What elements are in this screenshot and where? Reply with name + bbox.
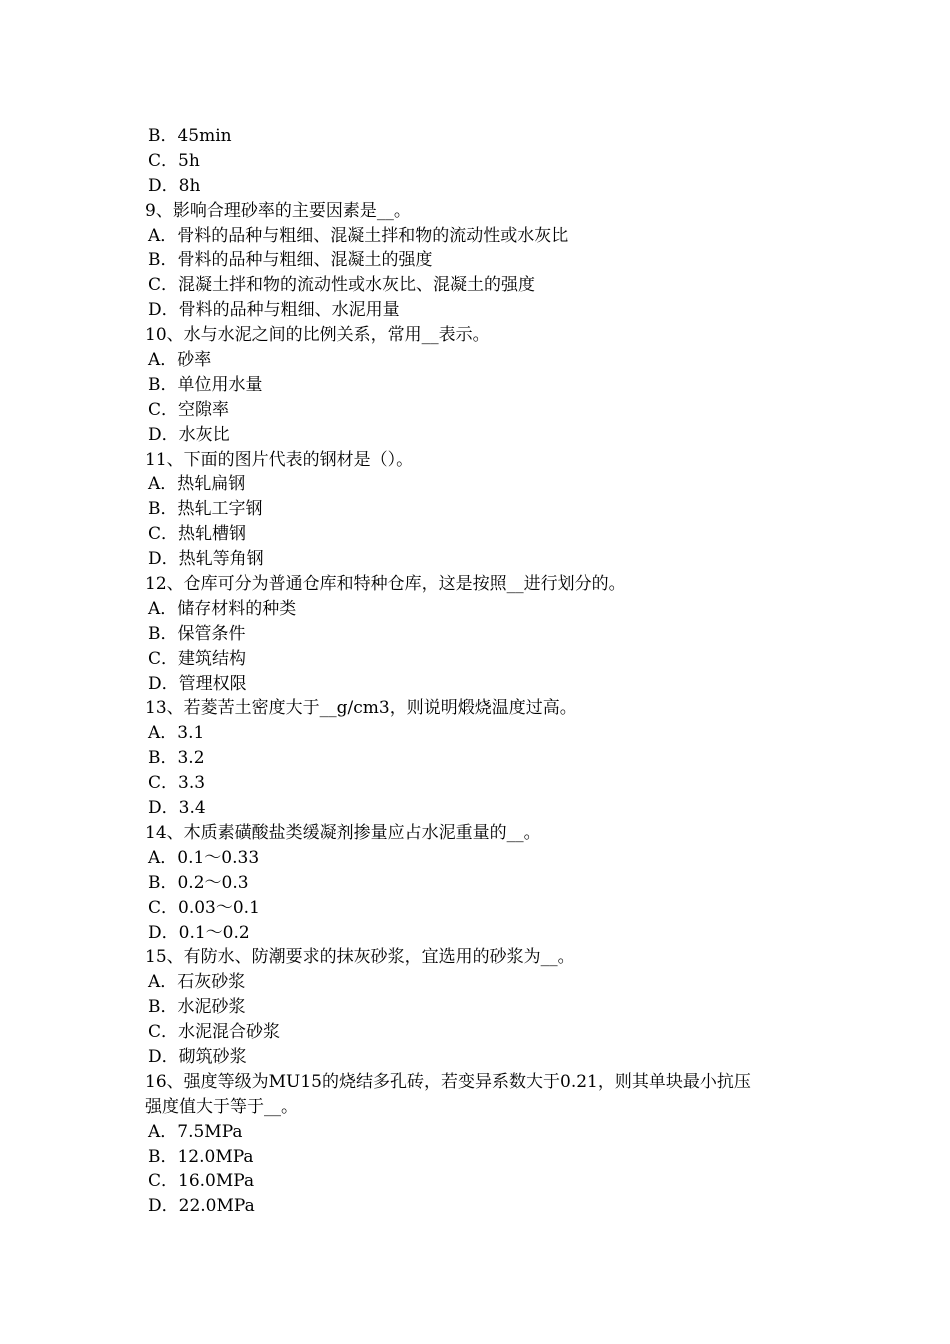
- answer-option: B．单位用水量: [148, 374, 263, 395]
- answer-option: D．3.4: [148, 798, 206, 819]
- question-text: 9、影响合理砂率的主要因素是__。: [145, 200, 411, 221]
- answer-option: D．水灰比: [148, 424, 230, 445]
- answer-option: B．水泥砂浆: [148, 997, 246, 1018]
- answer-option: C．热轧槽钢: [148, 524, 247, 545]
- answer-option: C．混凝土拌和物的流动性或水灰比、混凝土的强度: [148, 275, 536, 296]
- question-text: 16、强度等级为MU15的烧结多孔砖，若变异系数大于0.21，则其单块最小抗压: [145, 1071, 751, 1092]
- answer-option: D．热轧等角钢: [148, 549, 264, 570]
- answer-option: B．热轧工字钢: [148, 499, 263, 520]
- answer-option: D．0.1～0.2: [148, 922, 250, 943]
- answer-option: B．0.2～0.3: [148, 872, 249, 893]
- answer-option: A．热轧扁钢: [148, 474, 246, 495]
- question-text: 强度值大于等于__。: [145, 1096, 298, 1117]
- answer-option: C．空隙率: [148, 399, 230, 420]
- answer-option: C．3.3: [148, 773, 206, 794]
- answer-option: A．7.5MPa: [148, 1121, 243, 1142]
- answer-option: D．8h: [148, 175, 201, 196]
- question-text: 10、水与水泥之间的比例关系，常用__表示。: [145, 325, 490, 346]
- answer-option: D．管理权限: [148, 673, 247, 694]
- question-text: 12、仓库可分为普通仓库和特种仓库，这是按照__进行划分的。: [145, 574, 626, 595]
- answer-option: C．16.0MPa: [148, 1171, 255, 1192]
- answer-option: C．0.03～0.1: [148, 897, 260, 918]
- answer-option: C．水泥混合砂浆: [148, 1022, 281, 1043]
- answer-option: A．3.1: [148, 723, 205, 744]
- answer-option: A．0.1～0.33: [148, 847, 260, 868]
- document-page: [145, 124, 825, 1219]
- answer-option: D．22.0MPa: [148, 1196, 255, 1217]
- answer-option: B．45min: [148, 126, 232, 146]
- answer-option: D．骨料的品种与粗细、水泥用量: [148, 300, 400, 321]
- answer-option: B．保管条件: [148, 623, 246, 644]
- question-text: 15、有防水、防潮要求的抹灰砂浆，宜选用的砂浆为__。: [145, 947, 575, 968]
- answer-option: B．骨料的品种与粗细、混凝土的强度: [148, 250, 433, 271]
- answer-option: A．储存材料的种类: [148, 598, 297, 619]
- answer-option: B．3.2: [148, 748, 205, 769]
- answer-option: A．石灰砂浆: [148, 972, 246, 993]
- answer-option: A．骨料的品种与粗细、混凝土拌和物的流动性或水灰比: [148, 225, 569, 246]
- answer-option: D．砌筑砂浆: [148, 1046, 247, 1067]
- answer-option: B．12.0MPa: [148, 1146, 254, 1167]
- answer-option: A．砂率: [148, 350, 212, 371]
- question-text: 14、木质素磺酸盐类缓凝剂掺量应占水泥重量的__。: [145, 822, 541, 843]
- answer-option: C．建筑结构: [148, 648, 247, 669]
- answer-option: C．5h: [148, 150, 200, 171]
- question-text: 13、若菱苦土密度大于__g/cm3，则说明煅烧温度过高。: [145, 698, 577, 719]
- question-text: 11、下面的图片代表的钢材是（）。: [145, 449, 414, 470]
